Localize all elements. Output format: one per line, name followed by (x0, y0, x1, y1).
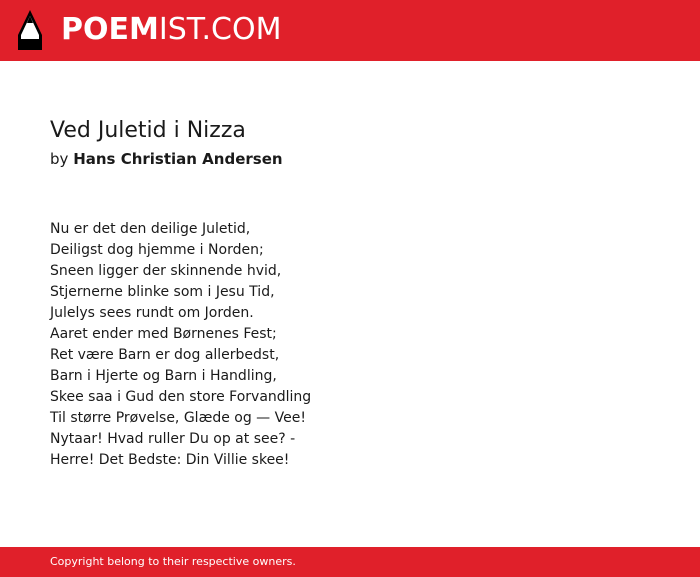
site-logo-text[interactable] (61, 12, 281, 48)
poem-line: Stjernerne blinke som i Jesu Tid, (50, 284, 275, 300)
author-name: Hans Christian Andersen (73, 150, 283, 168)
poem-line: Til større Prøvelse, Glæde og — Vee! (50, 410, 306, 426)
brand-bold: POEM (61, 12, 159, 47)
poem-line: Julelys sees rundt om Jorden. (50, 305, 254, 321)
poem-line: Skee saa i Gud den store Forvandling (50, 389, 312, 405)
poem-line: Barn i Hjerte og Barn i Handling, (50, 368, 277, 384)
copyright-text: Copyright belong to their respective owners. (50, 555, 296, 568)
site-header (0, 0, 700, 61)
poem-line: Aaret ender med Børnenes Fest; (50, 326, 277, 342)
poem-line: Sneen ligger der skinnende hvid, (50, 263, 282, 279)
poem-line: Herre! Det Bedste: Din Villie skee! (50, 452, 290, 468)
poem-line: Nytaar! Hvad ruller Du op at see? - (50, 431, 296, 447)
pencil-tip-icon[interactable] (17, 9, 43, 51)
poem-line: Ret være Barn er dog allerbedst, (50, 347, 280, 363)
poem-body (50, 219, 311, 471)
site-footer (0, 547, 700, 577)
by-label: by (50, 150, 69, 168)
poem-line: Nu er det den deilige Juletid, (50, 221, 251, 237)
byline (50, 149, 283, 169)
poem-line: Deiligst dog hjemme i Norden; (50, 242, 264, 258)
poem-title: Ved Juletid i Nizza (50, 118, 246, 143)
brand-light: IST.COM (158, 12, 282, 47)
